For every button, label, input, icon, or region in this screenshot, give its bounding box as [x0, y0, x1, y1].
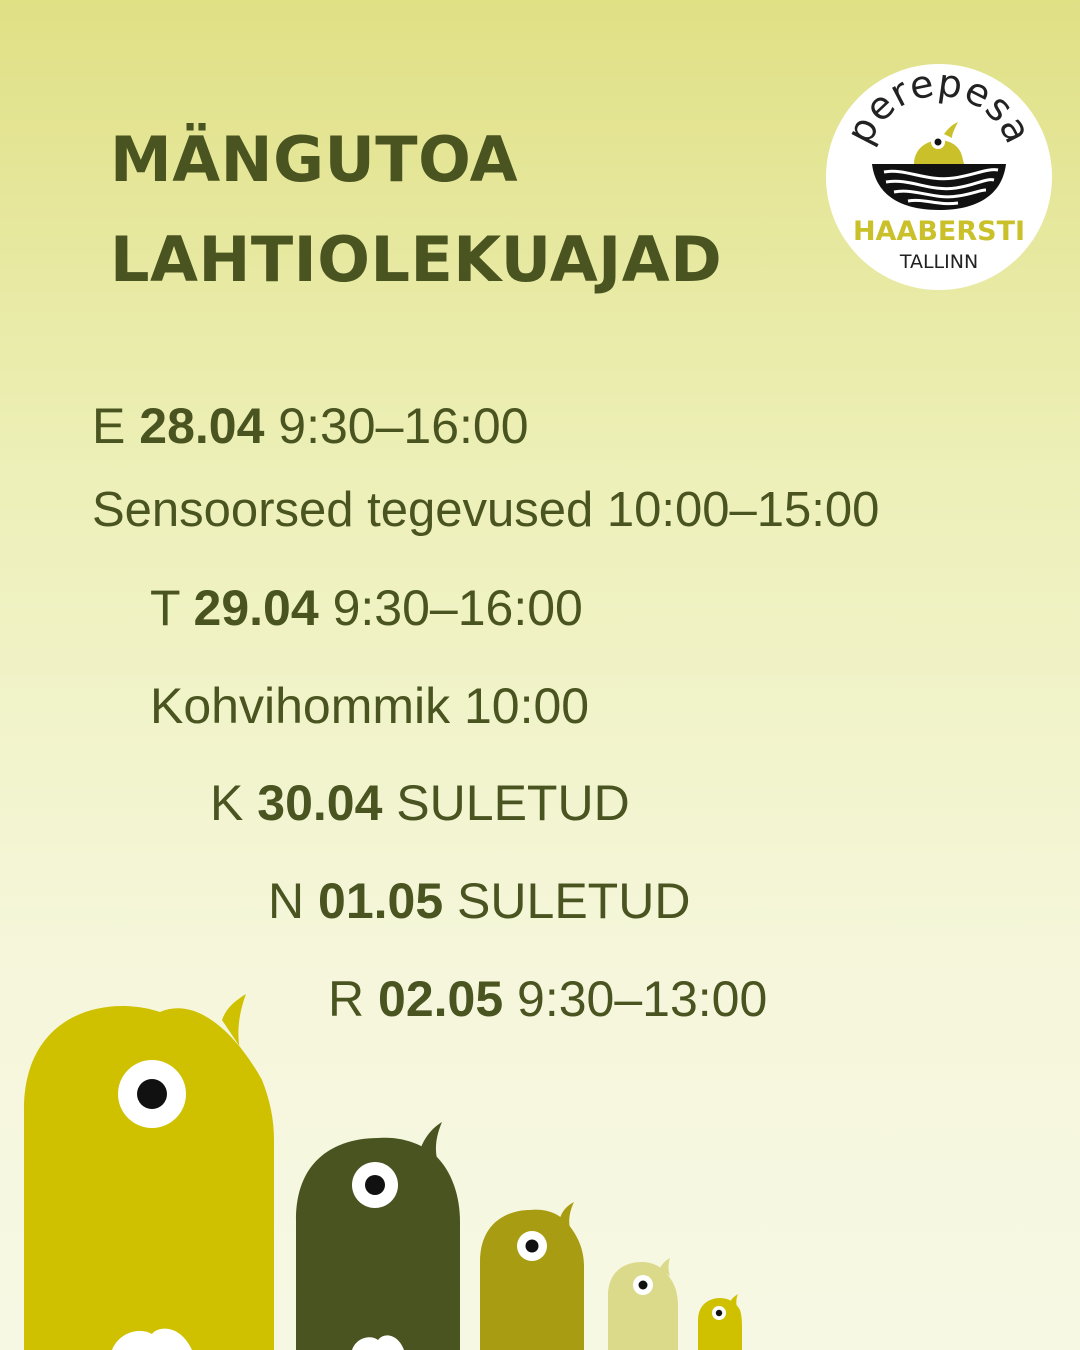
schedule-day: R — [328, 971, 365, 1027]
schedule-row-3 — [210, 773, 630, 833]
page-title — [110, 110, 722, 310]
schedule-time: 9:30–16:00 — [278, 398, 529, 454]
schedule-time: SULETUD — [457, 873, 691, 929]
schedule-day: E — [92, 398, 126, 454]
logo-city-text: TALLINN — [899, 251, 979, 273]
bird-large-icon — [24, 994, 274, 1350]
schedule-row-1 — [92, 396, 529, 456]
schedule-row-4 — [268, 871, 690, 931]
schedule-row-5 — [328, 969, 767, 1029]
bird-medium-icon — [296, 1122, 460, 1350]
schedule-day: K — [210, 775, 244, 831]
schedule-date: 30.04 — [257, 775, 383, 831]
schedule-note-1 — [92, 480, 879, 540]
schedule-date: 28.04 — [139, 398, 265, 454]
schedule-day: T — [150, 580, 180, 636]
perepesa-logo — [826, 64, 1052, 290]
schedule-time: 9:30–16:00 — [332, 580, 583, 636]
title-line-2: LAHTIOLEKUAJAD — [110, 223, 723, 296]
bird-smallest-icon — [698, 1294, 742, 1350]
schedule-note-text: Sensoorsed tegevused 10:00–15:00 — [92, 483, 880, 537]
schedule-note-text: Kohvihommik 10:00 — [150, 678, 590, 734]
bird-tiny-icon — [608, 1258, 678, 1350]
schedule-date: 29.04 — [193, 580, 319, 636]
schedule-time: SULETUD — [396, 775, 630, 831]
schedule-row-2 — [150, 578, 583, 638]
title-line-1: MÄNGUTOA — [110, 123, 519, 196]
schedule-date: 01.05 — [318, 873, 444, 929]
schedule-date: 02.05 — [378, 971, 504, 1027]
bird-small-icon — [480, 1202, 584, 1350]
logo-brand-text: perepesa — [837, 64, 1041, 151]
schedule-time: 9:30–13:00 — [517, 971, 768, 1027]
schedule-day: N — [268, 873, 305, 929]
schedule-note-2 — [150, 676, 589, 736]
logo-location-text: HAABERSTI — [852, 216, 1026, 247]
